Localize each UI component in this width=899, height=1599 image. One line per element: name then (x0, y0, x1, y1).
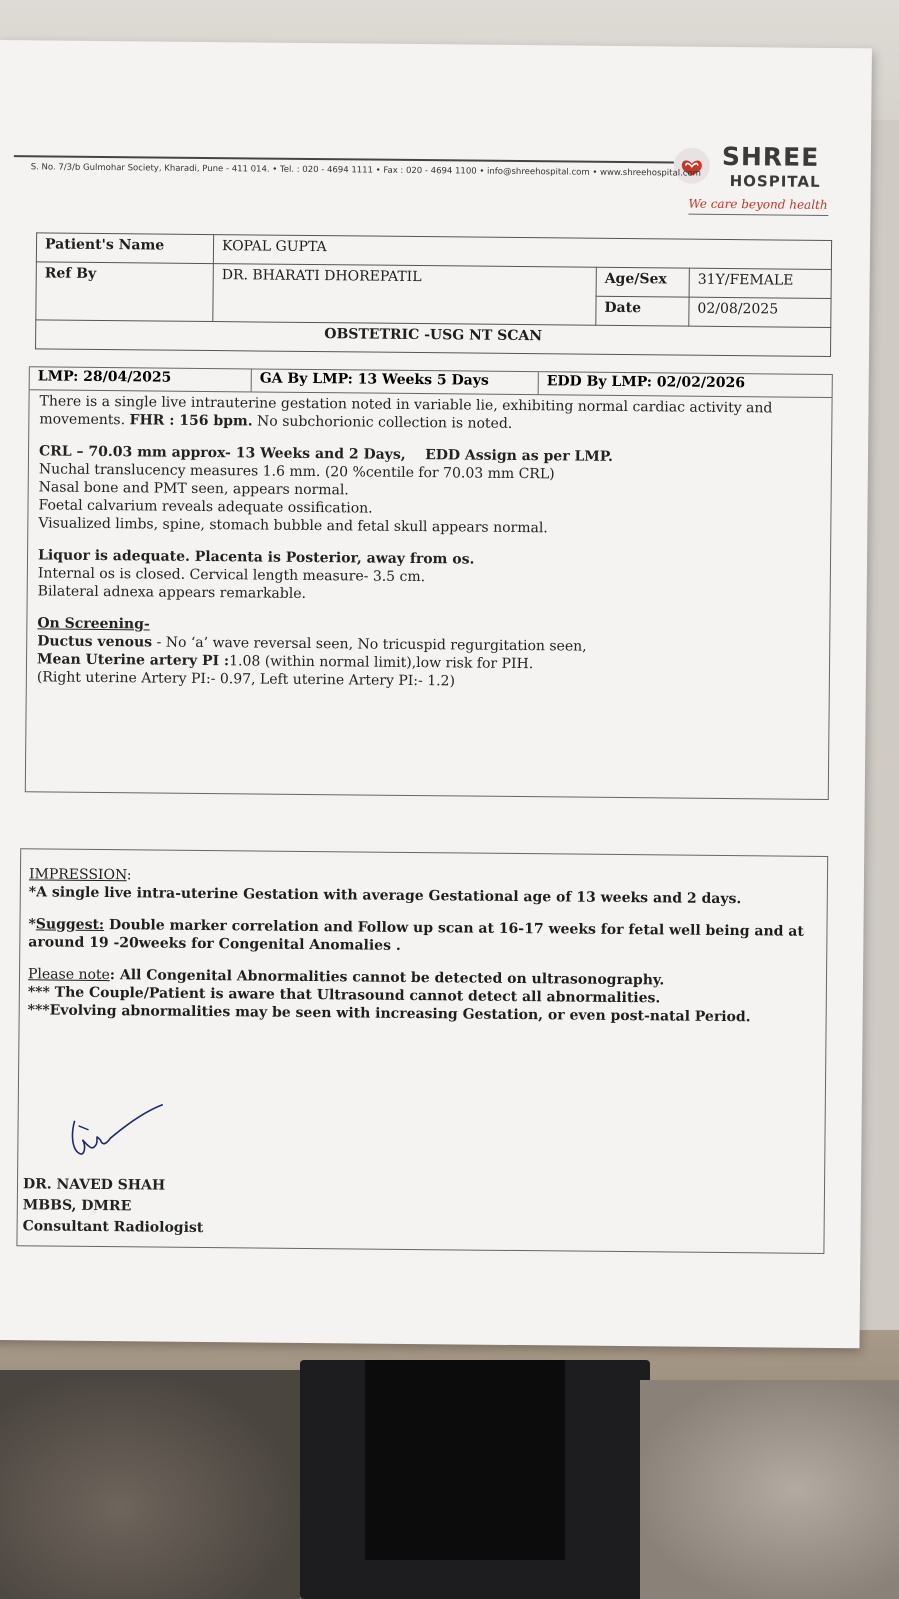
doctor-degree: MBBS, DMRE (22, 1197, 132, 1215)
findings-subchorionic: No subchorionic collection is noted. (257, 413, 513, 432)
findings-adnexa: Bilateral adnexa appears remarkable. (37, 583, 307, 602)
doctor-block (23, 1174, 204, 1239)
findings-crl: CRL – 70.03 mm approx- 13 Weeks and 2 Days, EDD Assign as per LMP. (38, 443, 613, 465)
findings-limbs: Visualized limbs, spine, stomach bubble and fetal skull appears normal. (38, 515, 548, 537)
findings-para-2 (38, 442, 821, 540)
hospital-name: SHREE (721, 141, 820, 172)
report-paper (0, 40, 872, 1348)
suggest-text: Double marker correlation and Follow up scan at 16-17 weeks for fetal well being and at around 19 -20weeks for Congenital Anomalies . (28, 917, 804, 954)
ga-by-lmp: GA By LMP: 13 Weeks 5 Days (252, 369, 539, 394)
header-rule-right (688, 214, 828, 216)
impression-text (20, 849, 828, 1027)
hospital-tagline: We care beyond health (688, 196, 828, 212)
uterine-label: Mean Uterine artery PI : (36, 651, 230, 670)
ref-by-label: Ref By (36, 262, 214, 322)
impression-line-1: *A single live intra-uterine Gestation with average Gestational age of 13 weeks and 2 days. (28, 884, 742, 908)
patient-info-table (35, 232, 832, 357)
background-object (0, 1370, 300, 1599)
patient-name-label: Patient's Name (36, 233, 213, 264)
impression-suggest (28, 915, 818, 959)
findings-text (27, 390, 832, 710)
note-2: *** The Couple/Patient is aware that Ultrasound cannot detect all abnormalities. (27, 984, 661, 1007)
doctor-signature (44, 1095, 165, 1171)
suggest-prefix: * (28, 916, 36, 933)
note-label: Please note (27, 966, 110, 984)
background-box-inner (365, 1360, 565, 1560)
impression-title: IMPRESSION (28, 866, 127, 884)
suggest-label: Suggest: (35, 916, 105, 934)
findings-os: Internal os is closed. Cervical length measure- 3.5 cm. (37, 565, 426, 586)
impression-notes (28, 965, 818, 1027)
ductus-text: - No ‘a’ wave reversal seen, No tricuspid regurgitation seen, (152, 634, 587, 655)
findings-liquor: Liquor is adequate. Placenta is Posterior, away from os. (37, 547, 475, 568)
age-sex: 31Y/FEMALE (689, 268, 831, 298)
ductus-label: Ductus venous (37, 633, 153, 651)
impression-colon: : (126, 867, 132, 884)
patient-name: KOPAL GUPTA (213, 235, 831, 270)
findings-fhr: FHR : 156 bpm. (129, 412, 253, 430)
doctor-name: DR. NAVED SHAH (22, 1176, 166, 1194)
edd-by-lmp: EDD By LMP: 02/02/2026 (546, 373, 746, 392)
ref-by: DR. BHARATI DHOREPATIL (213, 264, 597, 326)
findings-para-3 (38, 546, 820, 608)
findings-nt: Nuchal translucency measures 1.6 mm. (20 %centile for 70.03 mm CRL) (38, 461, 555, 483)
uterine-lr: (Right uterine Artery PI:- 0.97, Left uterine Artery PI:- 1.2) (36, 669, 456, 690)
findings-gestation: There is a single live intrauterine gestation noted in variable lie, exhibiting normal cardiac activity and movements. (39, 393, 773, 429)
exam-title: OBSTETRIC -USG NT SCAN (36, 320, 831, 357)
findings-calvarium: Foetal calvarium reveals adequate ossification. (38, 497, 373, 517)
lmp: LMP: 28/04/2025 (30, 367, 252, 391)
hospital-address: S. No. 7/3/b Gulmohar Society, Kharadi, Pune - 411 014. • Tel. : 020 - 4694 1111 • Fax : 020 - 4694 1100 • info@shreehospital.com • www.shreehospital.com (30, 162, 701, 179)
background-cloth (640, 1380, 899, 1599)
doctor-title: Consultant Radiologist (22, 1218, 204, 1237)
age-sex-label: Age/Sex (596, 267, 689, 297)
report-date: 02/08/2025 (689, 297, 831, 327)
note-text: : All Congenital Abnormalities cannot be detected on ultrasonography. (109, 967, 665, 989)
findings-nasal: Nasal bone and PMT seen, appears normal. (38, 479, 349, 499)
hospital-sub: HOSPITAL (729, 172, 821, 191)
date-label: Date (596, 296, 689, 326)
findings-box (25, 366, 833, 800)
findings-para-4 (37, 614, 820, 694)
screening-title: On Screening- (37, 615, 150, 633)
findings-para-1 (39, 392, 821, 436)
uterine-text: 1.08 (within normal limit),low risk for PIH. (229, 653, 534, 673)
note-3: ***Evolving abnormalities may be seen with increasing Gestation, or even post-natal Period. (27, 1002, 751, 1026)
